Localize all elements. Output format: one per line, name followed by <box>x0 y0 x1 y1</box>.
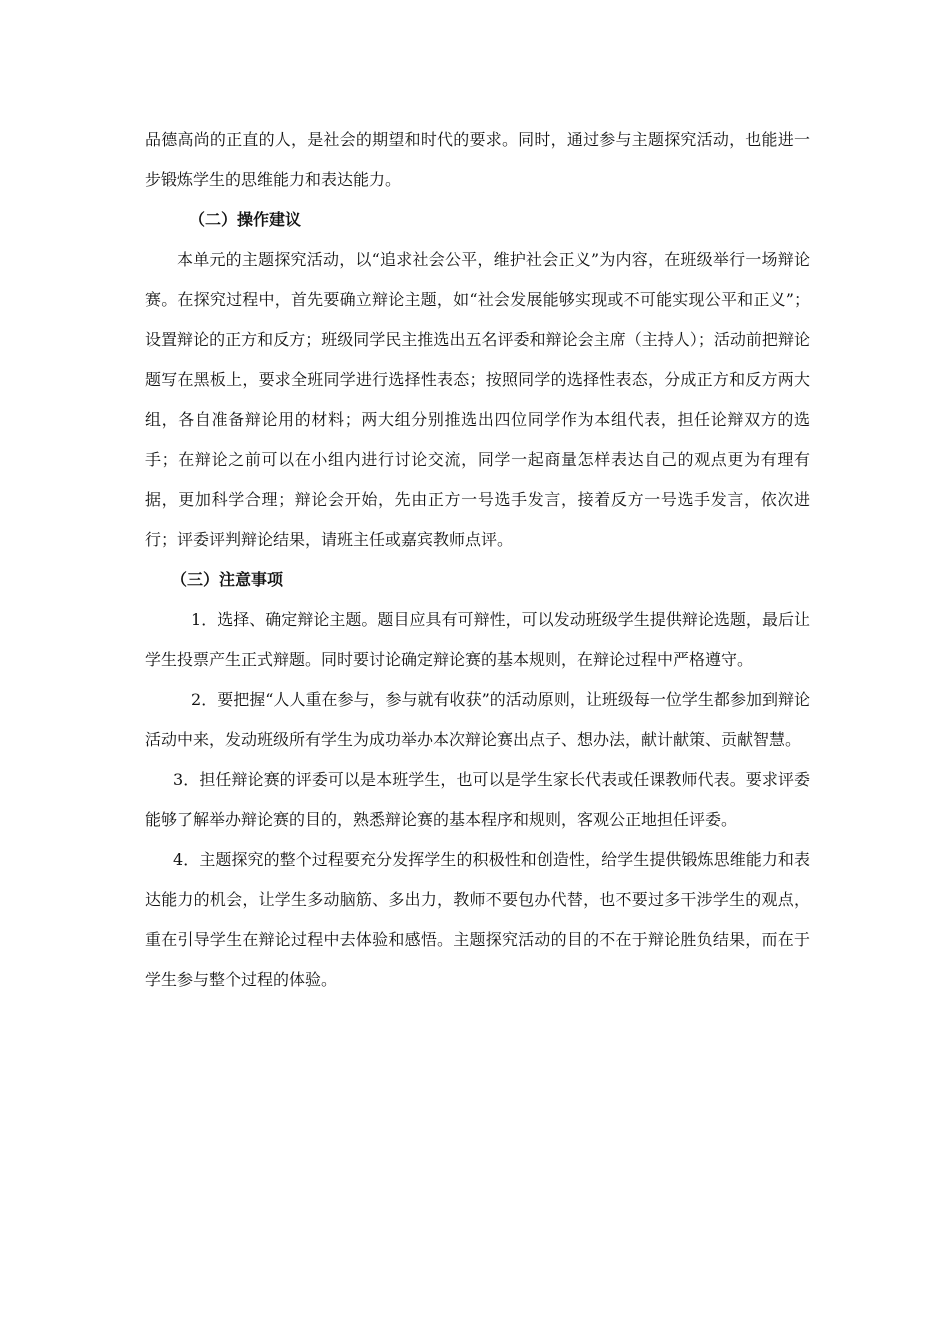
section-three-heading: （三）注意事项 <box>171 570 284 589</box>
intro-paragraph: 品德高尚的正直的人，是社会的期望和时代的要求。同时，通过参与主题探究活动，也能进一步锻炼学生的思维能力和表达能力。 <box>145 130 810 189</box>
note-item-4: 4．主题探究的整个过程要充分发挥学生的积极性和创造性，给学生提供锻炼思维能力和表达能力的机会，让学生多动脑筋、多出力，教师不要包办代替，也不要过多干涉学生的观点，重在引导学生在辩论过程中去体验和感悟。主题探究活动的目的不在于辩论胜负结果，而在于学生参与整个过程的体验。 <box>145 850 810 989</box>
section-two-heading: （二）操作建议 <box>189 210 302 229</box>
note-item-3: 3．担任辩论赛的评委可以是本班学生，也可以是学生家长代表或任课教师代表。要求评委能够了解举办辩论赛的目的，熟悉辩论赛的基本程序和规则，客观公正地担任评委。 <box>145 770 810 829</box>
section-two-paragraph: 本单元的主题探究活动，以“追求社会公平，维护社会正义”为内容，在班级举行一场辩论赛。在探究过程中，首先要确立辩论主题，如“社会发展能够实现或不可能实现公平和正义”；设置辩论的正方和反方；班级同学民主推选出五名评委和辩论会主席（主持人）；活动前把辩论题写在黑板上，要求全班同学进行选择性表态；按照同学的选择性表态，分成正方和反方两大组，各自准备辩论用的材料；两大组分别推选出四位同学作为本组代表，担任论辩双方的选手；在辩论之前可以在小组内进行讨论交流，同学一起商量怎样表达自己的观点更为有理有据，更加科学合理；辩论会开始，先由正方一号选手发言，接着反方一号选手发言，依次进行；评委评判辩论结果，请班主任或嘉宾教师点评。 <box>145 250 810 549</box>
document-page <box>145 120 810 1000</box>
note-item-2: 2．要把握“人人重在参与，参与就有收获”的活动原则，让班级每一位学生都参加到辩论活动中来，发动班级所有学生为成功举办本次辩论赛出点子、想办法，献计献策、贡献智慧。 <box>145 690 810 749</box>
note-item-1: 1．选择、确定辩论主题。题目应具有可辩性，可以发动班级学生提供辩论选题，最后让学生投票产生正式辩题。同时要讨论确定辩论赛的基本规则，在辩论过程中严格遵守。 <box>145 610 810 669</box>
